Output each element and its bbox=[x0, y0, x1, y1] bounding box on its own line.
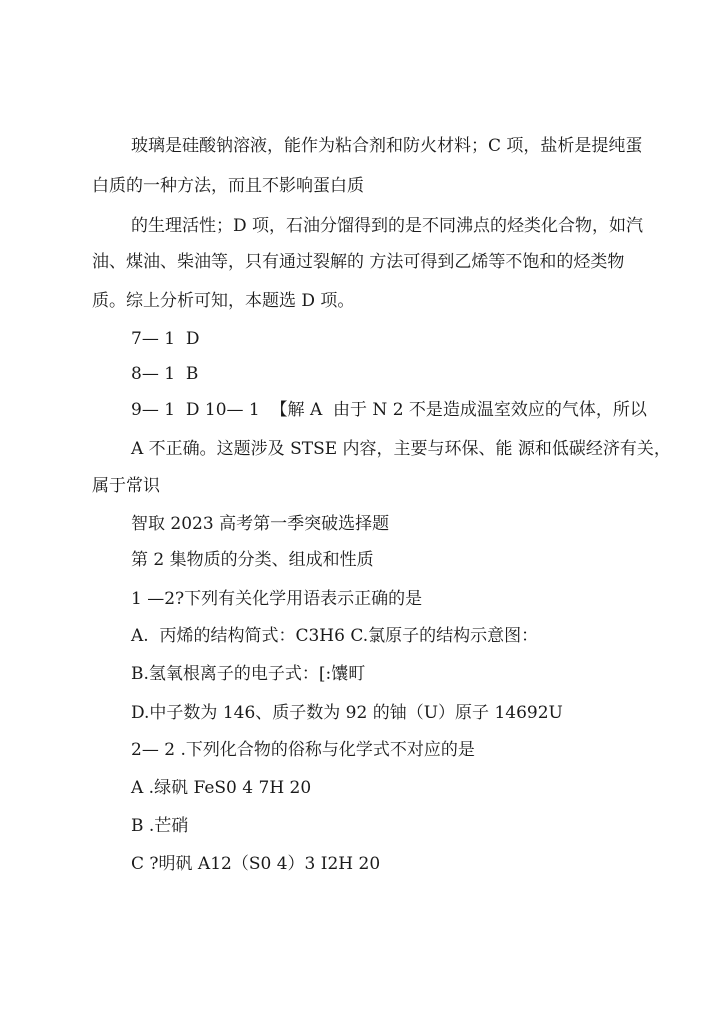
text-line-3: 的生理活性；D 项，石油分馏得到的是不同沸点的烃类化合物，如汽 bbox=[131, 216, 644, 236]
answer-line-8: 8— 1 B bbox=[131, 364, 199, 384]
text-line-5: 质。综上分析可知，本题选 D 项。 bbox=[92, 291, 355, 311]
question-2-stem: 2— 2 .下列化合物的俗称与化学式不对应的是 bbox=[131, 740, 475, 760]
question-2-option-c: C ?明矾 A12（S0 4）3 I2H 20 bbox=[131, 854, 381, 874]
text-line-2: 白质的一种方法，而且不影响蛋白质 bbox=[92, 176, 364, 196]
answer-line-7: 7— 1 D bbox=[131, 329, 200, 349]
text-line-4: 油、煤油、柴油等，只有通过裂解的 方法可得到乙烯等不饱和的烃类物 bbox=[92, 252, 625, 272]
text-line-10: 属于常识 bbox=[92, 476, 160, 496]
answer-line-9-10: 9— 1 D 10— 1 【解 A 由于 N 2 不是造成温室效应的气体，所以 bbox=[131, 400, 647, 420]
question-1-stem: 1 —2?下列有关化学用语表示正确的是 bbox=[131, 589, 423, 609]
chapter-title: 第 2 集物质的分类、组成和性质 bbox=[131, 550, 374, 570]
question-1-option-d: D.中子数为 146、质子数为 92 的铀（U）原子 14692U bbox=[131, 703, 563, 723]
question-2-option-b: B .芒硝 bbox=[131, 816, 189, 836]
question-2-option-a: A .绿矾 FeS0 4 7H 20 bbox=[131, 778, 312, 798]
text-line-9: A 不正确。这题涉及 STSE 内容，主要与环保、能 源和低碳经济有关， bbox=[131, 439, 671, 459]
text-line-1: 玻璃是硅酸钠溶液，能作为粘合剂和防火材料；C 项，盐析是提纯蛋 bbox=[131, 136, 643, 156]
question-1-option-a-c: A. 丙烯的结构简式：C3H6 C.氯原子的结构示意图： bbox=[131, 626, 539, 646]
section-title: 智取 2023 高考第一季突破选择题 bbox=[131, 514, 390, 534]
question-1-option-b: B.氢氧根离子的电子式：[:馕町 bbox=[131, 664, 366, 684]
